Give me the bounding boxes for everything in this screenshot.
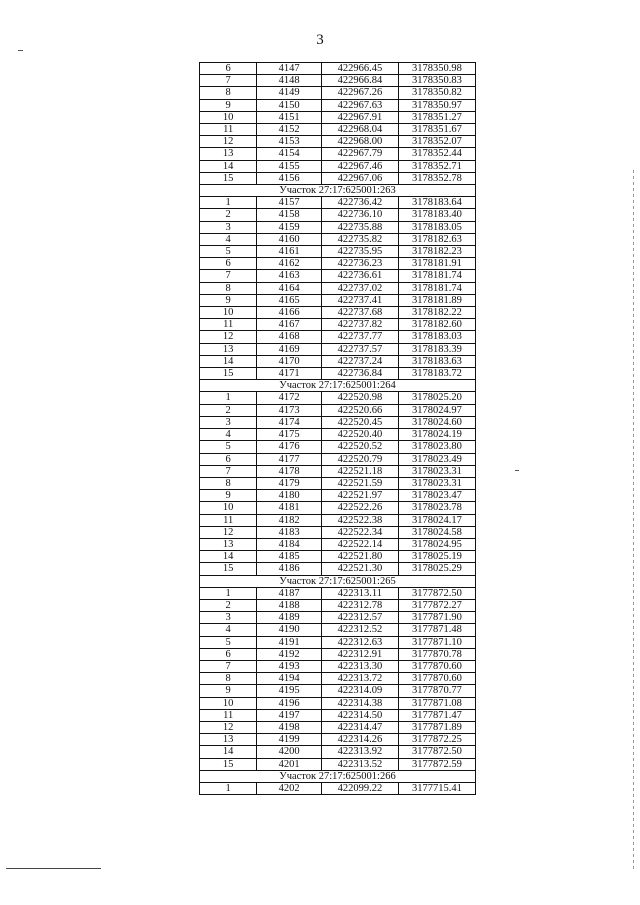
point-number-cell: 11 <box>200 319 257 331</box>
point-id-cell: 4184 <box>257 538 322 550</box>
footer-line <box>6 868 101 869</box>
x-coordinate-cell: 422967.26 <box>321 87 398 99</box>
table-row <box>200 160 476 172</box>
x-coordinate-cell: 422520.45 <box>321 416 398 428</box>
x-coordinate-cell: 422735.82 <box>321 233 398 245</box>
y-coordinate-cell: 3178024.17 <box>398 514 475 526</box>
section-header-row <box>200 380 476 392</box>
point-number-cell: 15 <box>200 368 257 380</box>
x-coordinate-cell: 422968.04 <box>321 124 398 136</box>
y-coordinate-cell: 3178023.80 <box>398 441 475 453</box>
table-row <box>200 246 476 258</box>
x-coordinate-cell: 422737.02 <box>321 282 398 294</box>
x-coordinate-cell: 422967.06 <box>321 172 398 184</box>
y-coordinate-cell: 3177872.59 <box>398 758 475 770</box>
y-coordinate-cell: 3177872.50 <box>398 587 475 599</box>
y-coordinate-cell: 3178023.31 <box>398 477 475 489</box>
x-coordinate-cell: 422522.34 <box>321 526 398 538</box>
x-coordinate-cell: 422521.18 <box>321 465 398 477</box>
table-row <box>200 355 476 367</box>
point-number-cell: 5 <box>200 636 257 648</box>
point-id-cell: 4195 <box>257 685 322 697</box>
y-coordinate-cell: 3178181.91 <box>398 258 475 270</box>
table-row <box>200 563 476 575</box>
y-coordinate-cell: 3177872.50 <box>398 746 475 758</box>
x-coordinate-cell: 422314.26 <box>321 734 398 746</box>
point-id-cell: 4164 <box>257 282 322 294</box>
point-number-cell: 8 <box>200 673 257 685</box>
y-coordinate-cell: 3178350.97 <box>398 99 475 111</box>
x-coordinate-cell: 422967.63 <box>321 99 398 111</box>
table-row <box>200 538 476 550</box>
section-title: Участок 27:17:625001:264 <box>200 380 476 392</box>
y-coordinate-cell: 3178183.72 <box>398 368 475 380</box>
y-coordinate-cell: 3178351.67 <box>398 124 475 136</box>
point-number-cell: 3 <box>200 221 257 233</box>
x-coordinate-cell: 422313.30 <box>321 660 398 672</box>
point-id-cell: 4192 <box>257 648 322 660</box>
table-row <box>200 331 476 343</box>
point-id-cell: 4159 <box>257 221 322 233</box>
y-coordinate-cell: 3177870.60 <box>398 660 475 672</box>
x-coordinate-cell: 422312.57 <box>321 612 398 624</box>
point-number-cell: 10 <box>200 502 257 514</box>
x-coordinate-cell: 422736.61 <box>321 270 398 282</box>
point-id-cell: 4200 <box>257 746 322 758</box>
x-coordinate-cell: 422312.63 <box>321 636 398 648</box>
point-number-cell: 12 <box>200 331 257 343</box>
y-coordinate-cell: 3178025.19 <box>398 551 475 563</box>
point-number-cell: 1 <box>200 587 257 599</box>
table-row <box>200 624 476 636</box>
table-row <box>200 758 476 770</box>
x-coordinate-cell: 422520.66 <box>321 404 398 416</box>
x-coordinate-cell: 422736.23 <box>321 258 398 270</box>
x-coordinate-cell: 422737.68 <box>321 307 398 319</box>
table-row <box>200 673 476 685</box>
point-number-cell: 5 <box>200 441 257 453</box>
point-id-cell: 4175 <box>257 429 322 441</box>
point-id-cell: 4168 <box>257 331 322 343</box>
y-coordinate-cell: 3178350.98 <box>398 63 475 75</box>
y-coordinate-cell: 3177871.48 <box>398 624 475 636</box>
y-coordinate-cell: 3178023.31 <box>398 465 475 477</box>
point-number-cell: 12 <box>200 136 257 148</box>
table-row <box>200 441 476 453</box>
table-row <box>200 343 476 355</box>
x-coordinate-cell: 422312.52 <box>321 624 398 636</box>
x-coordinate-cell: 422737.77 <box>321 331 398 343</box>
x-coordinate-cell: 422313.11 <box>321 587 398 599</box>
point-id-cell: 4185 <box>257 551 322 563</box>
point-id-cell: 4170 <box>257 355 322 367</box>
point-id-cell: 4176 <box>257 441 322 453</box>
point-number-cell: 10 <box>200 307 257 319</box>
point-id-cell: 4190 <box>257 624 322 636</box>
point-id-cell: 4151 <box>257 111 322 123</box>
point-id-cell: 4171 <box>257 368 322 380</box>
y-coordinate-cell: 3177715.41 <box>398 782 475 794</box>
table-row <box>200 404 476 416</box>
scan-margin-line <box>633 170 634 870</box>
point-number-cell: 15 <box>200 172 257 184</box>
point-number-cell: 6 <box>200 258 257 270</box>
x-coordinate-cell: 422521.80 <box>321 551 398 563</box>
section-header-row <box>200 770 476 782</box>
y-coordinate-cell: 3177871.10 <box>398 636 475 648</box>
y-coordinate-cell: 3178183.03 <box>398 331 475 343</box>
y-coordinate-cell: 3178181.74 <box>398 270 475 282</box>
scan-mark <box>18 50 23 51</box>
y-coordinate-cell: 3177872.27 <box>398 599 475 611</box>
point-id-cell: 4161 <box>257 246 322 258</box>
table-row <box>200 416 476 428</box>
table-row <box>200 221 476 233</box>
table-row <box>200 75 476 87</box>
table-row <box>200 514 476 526</box>
x-coordinate-cell: 422520.98 <box>321 392 398 404</box>
point-id-cell: 4188 <box>257 599 322 611</box>
point-number-cell: 10 <box>200 111 257 123</box>
point-number-cell: 7 <box>200 660 257 672</box>
point-id-cell: 4191 <box>257 636 322 648</box>
point-number-cell: 1 <box>200 197 257 209</box>
y-coordinate-cell: 3177872.25 <box>398 734 475 746</box>
point-id-cell: 4173 <box>257 404 322 416</box>
y-coordinate-cell: 3177870.60 <box>398 673 475 685</box>
point-id-cell: 4177 <box>257 453 322 465</box>
point-id-cell: 4154 <box>257 148 322 160</box>
table-row <box>200 209 476 221</box>
y-coordinate-cell: 3178023.49 <box>398 453 475 465</box>
point-number-cell: 15 <box>200 563 257 575</box>
scan-mark <box>515 470 519 471</box>
point-number-cell: 14 <box>200 746 257 758</box>
table-row <box>200 587 476 599</box>
table-row <box>200 453 476 465</box>
point-id-cell: 4147 <box>257 63 322 75</box>
point-number-cell: 14 <box>200 551 257 563</box>
point-number-cell: 9 <box>200 99 257 111</box>
point-number-cell: 15 <box>200 758 257 770</box>
point-number-cell: 3 <box>200 416 257 428</box>
y-coordinate-cell: 3178024.58 <box>398 526 475 538</box>
section-title: Участок 27:17:625001:263 <box>200 185 476 197</box>
table-row <box>200 697 476 709</box>
point-number-cell: 2 <box>200 599 257 611</box>
point-number-cell: 13 <box>200 538 257 550</box>
y-coordinate-cell: 3178183.05 <box>398 221 475 233</box>
x-coordinate-cell: 422968.00 <box>321 136 398 148</box>
table-row <box>200 636 476 648</box>
point-id-cell: 4193 <box>257 660 322 672</box>
table-row <box>200 685 476 697</box>
x-coordinate-cell: 422312.78 <box>321 599 398 611</box>
table-row <box>200 734 476 746</box>
section-header-row <box>200 575 476 587</box>
y-coordinate-cell: 3178182.63 <box>398 233 475 245</box>
x-coordinate-cell: 422967.79 <box>321 148 398 160</box>
point-id-cell: 4166 <box>257 307 322 319</box>
point-number-cell: 14 <box>200 160 257 172</box>
point-number-cell: 12 <box>200 526 257 538</box>
x-coordinate-cell: 422099.22 <box>321 782 398 794</box>
x-coordinate-cell: 422314.38 <box>321 697 398 709</box>
section-title: Участок 27:17:625001:266 <box>200 770 476 782</box>
point-id-cell: 4179 <box>257 477 322 489</box>
x-coordinate-cell: 422314.47 <box>321 721 398 733</box>
x-coordinate-cell: 422521.97 <box>321 490 398 502</box>
point-number-cell: 13 <box>200 148 257 160</box>
point-number-cell: 4 <box>200 233 257 245</box>
x-coordinate-cell: 422520.40 <box>321 429 398 441</box>
point-id-cell: 4152 <box>257 124 322 136</box>
point-number-cell: 1 <box>200 392 257 404</box>
table-row <box>200 502 476 514</box>
point-number-cell: 2 <box>200 209 257 221</box>
point-id-cell: 4158 <box>257 209 322 221</box>
x-coordinate-cell: 422966.84 <box>321 75 398 87</box>
y-coordinate-cell: 3178181.74 <box>398 282 475 294</box>
x-coordinate-cell: 422735.95 <box>321 246 398 258</box>
point-number-cell: 12 <box>200 721 257 733</box>
y-coordinate-cell: 3178024.97 <box>398 404 475 416</box>
point-number-cell: 2 <box>200 404 257 416</box>
coordinates-table-body <box>200 63 476 795</box>
table-row <box>200 477 476 489</box>
y-coordinate-cell: 3178182.60 <box>398 319 475 331</box>
point-id-cell: 4157 <box>257 197 322 209</box>
y-coordinate-cell: 3177871.08 <box>398 697 475 709</box>
table-row <box>200 429 476 441</box>
point-number-cell: 13 <box>200 734 257 746</box>
x-coordinate-cell: 422522.14 <box>321 538 398 550</box>
point-number-cell: 4 <box>200 429 257 441</box>
point-number-cell: 1 <box>200 782 257 794</box>
x-coordinate-cell: 422520.79 <box>321 453 398 465</box>
point-id-cell: 4196 <box>257 697 322 709</box>
point-id-cell: 4187 <box>257 587 322 599</box>
x-coordinate-cell: 422735.88 <box>321 221 398 233</box>
point-id-cell: 4160 <box>257 233 322 245</box>
x-coordinate-cell: 422312.91 <box>321 648 398 660</box>
table-row <box>200 660 476 672</box>
table-row <box>200 392 476 404</box>
y-coordinate-cell: 3178352.71 <box>398 160 475 172</box>
point-id-cell: 4202 <box>257 782 322 794</box>
table-row <box>200 307 476 319</box>
table-row <box>200 599 476 611</box>
table-row <box>200 551 476 563</box>
point-id-cell: 4153 <box>257 136 322 148</box>
x-coordinate-cell: 422966.45 <box>321 63 398 75</box>
point-id-cell: 4183 <box>257 526 322 538</box>
table-row <box>200 99 476 111</box>
y-coordinate-cell: 3177871.47 <box>398 709 475 721</box>
table-row <box>200 294 476 306</box>
y-coordinate-cell: 3177870.77 <box>398 685 475 697</box>
x-coordinate-cell: 422522.26 <box>321 502 398 514</box>
y-coordinate-cell: 3178352.07 <box>398 136 475 148</box>
y-coordinate-cell: 3178182.22 <box>398 307 475 319</box>
y-coordinate-cell: 3178025.29 <box>398 563 475 575</box>
y-coordinate-cell: 3178352.78 <box>398 172 475 184</box>
point-number-cell: 10 <box>200 697 257 709</box>
x-coordinate-cell: 422522.38 <box>321 514 398 526</box>
x-coordinate-cell: 422521.30 <box>321 563 398 575</box>
point-number-cell: 11 <box>200 124 257 136</box>
point-number-cell: 9 <box>200 490 257 502</box>
point-id-cell: 4167 <box>257 319 322 331</box>
y-coordinate-cell: 3178025.20 <box>398 392 475 404</box>
point-id-cell: 4182 <box>257 514 322 526</box>
x-coordinate-cell: 422737.24 <box>321 355 398 367</box>
y-coordinate-cell: 3177870.78 <box>398 648 475 660</box>
table-row <box>200 136 476 148</box>
point-number-cell: 6 <box>200 63 257 75</box>
table-row <box>200 172 476 184</box>
table-row <box>200 746 476 758</box>
x-coordinate-cell: 422314.09 <box>321 685 398 697</box>
point-id-cell: 4180 <box>257 490 322 502</box>
point-number-cell: 11 <box>200 709 257 721</box>
point-number-cell: 9 <box>200 294 257 306</box>
x-coordinate-cell: 422521.59 <box>321 477 398 489</box>
table-row <box>200 233 476 245</box>
point-number-cell: 9 <box>200 685 257 697</box>
point-id-cell: 4169 <box>257 343 322 355</box>
table-row <box>200 612 476 624</box>
x-coordinate-cell: 422313.92 <box>321 746 398 758</box>
section-header-row <box>200 185 476 197</box>
x-coordinate-cell: 422314.50 <box>321 709 398 721</box>
table-row <box>200 63 476 75</box>
point-number-cell: 8 <box>200 87 257 99</box>
point-id-cell: 4198 <box>257 721 322 733</box>
point-number-cell: 7 <box>200 75 257 87</box>
point-number-cell: 5 <box>200 246 257 258</box>
table-row <box>200 282 476 294</box>
point-id-cell: 4186 <box>257 563 322 575</box>
point-id-cell: 4199 <box>257 734 322 746</box>
y-coordinate-cell: 3178350.82 <box>398 87 475 99</box>
x-coordinate-cell: 422737.41 <box>321 294 398 306</box>
x-coordinate-cell: 422520.52 <box>321 441 398 453</box>
x-coordinate-cell: 422737.57 <box>321 343 398 355</box>
table-row <box>200 368 476 380</box>
point-id-cell: 4150 <box>257 99 322 111</box>
point-id-cell: 4172 <box>257 392 322 404</box>
point-number-cell: 8 <box>200 477 257 489</box>
section-title: Участок 27:17:625001:265 <box>200 575 476 587</box>
y-coordinate-cell: 3177871.90 <box>398 612 475 624</box>
table-row <box>200 197 476 209</box>
point-number-cell: 3 <box>200 612 257 624</box>
point-id-cell: 4156 <box>257 172 322 184</box>
y-coordinate-cell: 3178183.39 <box>398 343 475 355</box>
y-coordinate-cell: 3178024.95 <box>398 538 475 550</box>
y-coordinate-cell: 3178024.60 <box>398 416 475 428</box>
point-number-cell: 7 <box>200 465 257 477</box>
table-row <box>200 124 476 136</box>
point-number-cell: 7 <box>200 270 257 282</box>
y-coordinate-cell: 3177871.89 <box>398 721 475 733</box>
x-coordinate-cell: 422736.10 <box>321 209 398 221</box>
x-coordinate-cell: 422313.52 <box>321 758 398 770</box>
x-coordinate-cell: 422313.72 <box>321 673 398 685</box>
point-number-cell: 8 <box>200 282 257 294</box>
x-coordinate-cell: 422967.91 <box>321 111 398 123</box>
point-id-cell: 4149 <box>257 87 322 99</box>
x-coordinate-cell: 422736.42 <box>321 197 398 209</box>
point-id-cell: 4197 <box>257 709 322 721</box>
x-coordinate-cell: 422736.84 <box>321 368 398 380</box>
point-id-cell: 4148 <box>257 75 322 87</box>
table-row <box>200 258 476 270</box>
table-row <box>200 648 476 660</box>
table-row <box>200 782 476 794</box>
table-row <box>200 111 476 123</box>
point-id-cell: 4178 <box>257 465 322 477</box>
table-row <box>200 721 476 733</box>
point-id-cell: 4201 <box>257 758 322 770</box>
y-coordinate-cell: 3178024.19 <box>398 429 475 441</box>
y-coordinate-cell: 3178183.40 <box>398 209 475 221</box>
x-coordinate-cell: 422967.46 <box>321 160 398 172</box>
y-coordinate-cell: 3178181.89 <box>398 294 475 306</box>
table-row <box>200 490 476 502</box>
point-number-cell: 13 <box>200 343 257 355</box>
page-number: 3 <box>316 32 324 48</box>
point-number-cell: 11 <box>200 514 257 526</box>
point-id-cell: 4162 <box>257 258 322 270</box>
y-coordinate-cell: 3178182.23 <box>398 246 475 258</box>
y-coordinate-cell: 3178183.63 <box>398 355 475 367</box>
y-coordinate-cell: 3178350.83 <box>398 75 475 87</box>
table-row <box>200 709 476 721</box>
y-coordinate-cell: 3178183.64 <box>398 197 475 209</box>
point-id-cell: 4189 <box>257 612 322 624</box>
point-id-cell: 4163 <box>257 270 322 282</box>
point-number-cell: 6 <box>200 453 257 465</box>
table-row <box>200 87 476 99</box>
table-row <box>200 465 476 477</box>
y-coordinate-cell: 3178351.27 <box>398 111 475 123</box>
y-coordinate-cell: 3178023.78 <box>398 502 475 514</box>
point-id-cell: 4155 <box>257 160 322 172</box>
table-row <box>200 526 476 538</box>
point-id-cell: 4165 <box>257 294 322 306</box>
y-coordinate-cell: 3178352.44 <box>398 148 475 160</box>
coordinates-table <box>199 62 476 795</box>
point-number-cell: 6 <box>200 648 257 660</box>
table-row <box>200 270 476 282</box>
point-number-cell: 14 <box>200 355 257 367</box>
point-id-cell: 4174 <box>257 416 322 428</box>
point-id-cell: 4181 <box>257 502 322 514</box>
point-id-cell: 4194 <box>257 673 322 685</box>
x-coordinate-cell: 422737.82 <box>321 319 398 331</box>
table-row <box>200 319 476 331</box>
point-number-cell: 4 <box>200 624 257 636</box>
table-row <box>200 148 476 160</box>
y-coordinate-cell: 3178023.47 <box>398 490 475 502</box>
